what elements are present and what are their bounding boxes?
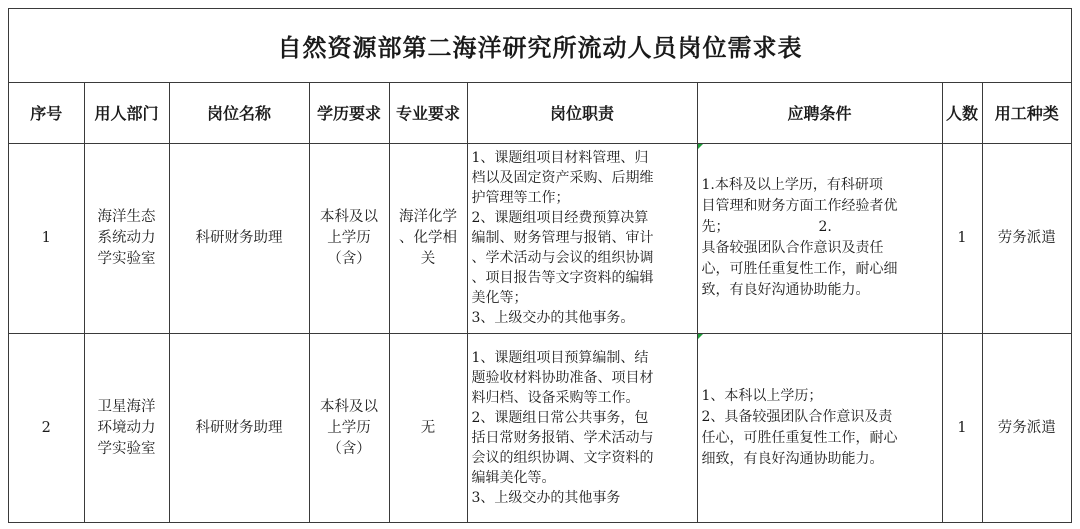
cell-position: 科研财务助理 [169,333,309,523]
cell-duties [467,143,697,333]
job-requirements-sheet [8,8,1072,523]
condition-line: 具备较强团队合作意识及责任 [701,240,884,256]
cell-no: 1 [9,143,84,333]
cell-dept [84,333,169,523]
duty-line: 档以及固定资产采购、后期维 [471,170,654,186]
header-row [9,83,1071,143]
condition-line: 细致，有良好沟通协助能力。 [701,451,884,468]
cell-line: 关 [420,250,436,267]
cell-position: 科研财务助理 [169,143,309,333]
duty-line: 3、上级交办的其他事务 [471,490,621,507]
duty-line: 会议的组织协调、文字资料的 [471,450,654,467]
duty-line: 题验收材料协助准备、项目材 [471,370,654,387]
condition-line: 1.本科及以上学历，有科研项 [701,177,883,193]
condition-line: 1、本科以上学历； [701,388,823,405]
header-type: 用工种类 [982,83,1071,143]
duty-line: 1、课题组项目材料管理、归 [471,150,649,166]
cell-line: 环境动力 [97,419,156,436]
duty-line: 美化等； [471,290,528,306]
condition-line: 先； 2. [701,219,832,235]
header-conditions: 应聘条件 [697,83,942,143]
table-title: 自然资源部第二海洋研究所流动人员岗位需求表 [9,9,1071,83]
cell-edu [309,333,389,523]
header-no: 序号 [9,83,84,143]
cell-line: 海洋化学 [399,208,457,225]
cell-type: 劳务派遣 [982,143,1071,333]
header-edu: 学历要求 [309,83,389,143]
cell-no: 2 [9,333,84,523]
duty-line: 编辑美化等。 [471,470,556,487]
cell-conditions [697,143,942,333]
condition-line: 任心，可胜任重复性工作，耐心 [701,430,898,447]
comment-marker-icon [698,144,703,149]
header-count: 人数 [942,83,982,143]
header-dept: 用人部门 [84,83,169,143]
cell-line: 上学历 [327,229,371,246]
header-major: 专业要求 [389,83,467,143]
cell-line: 、化学相 [399,229,457,246]
cell-conditions [697,333,942,523]
duty-line: 料归档、设备采购等工作。 [471,390,640,407]
cell-line: 上学历 [327,419,371,436]
cell-count: 1 [942,333,982,523]
cell-line: 本科及以 [320,398,378,415]
cell-line: 本科及以 [320,208,378,225]
condition-line: 目管理和财务方面工作经验者优 [701,198,898,214]
cell-major [389,333,467,523]
duty-line: 2、课题组日常公共事务，包 [471,410,649,427]
cell-line: （含） [327,440,371,457]
cell-line: 卫星海洋 [97,398,156,415]
cell-major [389,143,467,333]
cell-count: 1 [942,143,982,333]
table-row [9,333,1071,523]
job-table [9,83,1071,523]
condition-line: 致，有良好沟通协助能力。 [701,282,870,298]
cell-line: 学实验室 [97,250,156,267]
condition-line: 2、具备较强团队合作意识及责 [701,409,893,426]
cell-line: 系统动力 [97,229,156,246]
duty-line: 1、课题组项目预算编制、结 [471,350,649,367]
cell-edu [309,143,389,333]
cell-dept [84,143,169,333]
cell-line: 无 [420,419,436,436]
cell-type: 劳务派遣 [982,333,1071,523]
comment-marker-icon [698,334,703,339]
duty-line: 护管理等工作； [471,190,570,206]
duty-line: 、学术活动与会议的组织协调 [471,250,654,266]
cell-line: 学实验室 [97,440,156,457]
header-position: 岗位名称 [169,83,309,143]
duty-line: 2、课题组项目经费预算决算 [471,210,649,226]
cell-line: 海洋生态 [97,208,156,225]
cell-line: （含） [327,250,371,267]
header-duties: 岗位职责 [467,83,697,143]
duty-line: 编制、财务管理与报销、审计 [471,230,654,246]
cell-duties [467,333,697,523]
duty-line: 3、上级交办的其他事务。 [471,310,635,326]
condition-line: 心，可胜任重复性工作，耐心细 [701,261,898,277]
duty-line: 括日常财务报销、学术活动与 [471,430,654,447]
duty-line: 、项目报告等文字资料的编辑 [471,270,654,286]
table-row [9,143,1071,333]
